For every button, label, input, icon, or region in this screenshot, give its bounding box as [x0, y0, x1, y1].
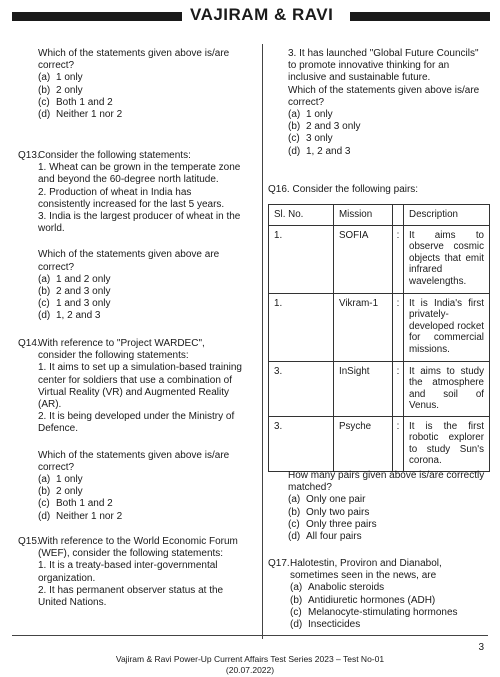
option: (d) Insecticides	[290, 619, 361, 631]
pairs-table	[268, 204, 490, 472]
option: (c) Both 1 and 2	[38, 498, 113, 510]
q15-stem: Which of the statements given above is/are correct?	[288, 84, 480, 108]
option: (b) 2 and 3 only	[38, 286, 111, 298]
q13-label: Q13.	[18, 150, 40, 161]
q12-tail	[38, 48, 243, 121]
option: (c) Melanocyte-stimulating hormones	[290, 606, 458, 618]
q12-stem: Which of the statements given above is/are correct?	[38, 48, 230, 72]
option: (a) Anabolic steroids	[290, 582, 385, 594]
option: (c) 3 only	[288, 133, 333, 145]
q16-label: Q16.	[268, 184, 290, 195]
table-row	[269, 361, 490, 416]
table-cell: SOFIA	[334, 225, 393, 293]
table-header: Sl. No.	[269, 205, 334, 226]
q13-intro: Consider the following statements:	[38, 150, 191, 161]
q17-label: Q17.	[268, 558, 290, 569]
option: (b) Antidiuretic hormones (ADH)	[290, 594, 436, 606]
table-cell-separator: :	[393, 225, 404, 293]
q15-statement: 3. It has launched "Global Future Councils" to promote innovative thinking for an inclusive and sustainable future.	[288, 48, 479, 84]
q16-heading	[268, 184, 488, 196]
q15-tail	[288, 48, 488, 158]
table-header-separator	[393, 205, 404, 226]
option: (a) 1 only	[38, 474, 83, 486]
q13-statement: 2. Production of wheat in India has consistently increased for the last 5 years.	[38, 186, 225, 210]
table-cell: InSight	[334, 361, 393, 416]
q15-statement: 2. It has permanent observer status at the United Nations.	[38, 584, 224, 609]
q16-stem: How many pairs given above is/are correctly matched?	[288, 470, 485, 494]
header-bar-left	[12, 12, 182, 21]
page-number: 3	[478, 642, 484, 653]
header-title: VAJIRAM & RAVI	[190, 5, 334, 24]
q13	[38, 150, 243, 323]
footer-line1: Vajiram & Ravi Power-Up Current Affairs Test Series 2023 – Test No-01	[115, 654, 385, 664]
q14-statement: 1. It aims to set up a simulation-based training center for soldiers that use a combination of Virtual Reality (VR) and Augmented Reality (AR).	[38, 362, 242, 411]
table-row	[269, 293, 490, 361]
table-cell: 3.	[269, 416, 334, 471]
header-bar-right	[350, 12, 490, 21]
table-cell: It aims to study the atmosphere and soil of Venus.	[404, 361, 490, 416]
option: (d) Neither 1 nor 2	[38, 510, 123, 522]
option: (c) 1 and 3 only	[38, 298, 111, 310]
q14-intro: With reference to "Project WARDEC", consider the following statements:	[38, 338, 205, 362]
q13-statement: 3. India is the largest producer of wheat in the world.	[38, 211, 241, 235]
option: (d) 1, 2 and 3	[38, 310, 101, 322]
table-header: Description	[404, 205, 490, 226]
table-cell: Vikram-1	[334, 293, 393, 361]
table-cell-separator: :	[393, 361, 404, 416]
q17-intro: Halotestin, Proviron and Dianabol, sometimes seen in the news, are	[290, 558, 442, 582]
q14	[38, 338, 243, 523]
q16-intro: Consider the following pairs:	[292, 184, 419, 195]
option: (a) 1 only	[38, 72, 83, 84]
option: (b) 2 and 3 only	[288, 121, 361, 133]
footer-line2: (20.07.2022)	[225, 665, 275, 675]
q13-statement: 1. Wheat can be grown in the temperate zone and beyond the 60-degree north latitude.	[38, 162, 241, 186]
option: (c) Only three pairs	[288, 518, 377, 530]
option: (a) 1 and 2 only	[38, 273, 111, 285]
table-header: Mission	[334, 205, 393, 226]
q15-label: Q15.	[18, 536, 40, 547]
q16-question	[288, 470, 488, 543]
option: (a) Only one pair	[288, 494, 366, 506]
q15-intro: With reference to the World Economic Forum (WEF), consider the following statements:	[38, 536, 238, 560]
option: (d) All four pairs	[288, 531, 362, 543]
option: (b) 2 only	[38, 84, 83, 96]
option: (b) 2 only	[38, 486, 83, 498]
option: (d) 1, 2 and 3	[288, 145, 351, 157]
table-row	[269, 225, 490, 293]
q14-statement: 2. It is being developed under the Ministry of Defence.	[38, 411, 235, 435]
table-cell: Psyche	[334, 416, 393, 471]
column-divider	[262, 44, 263, 639]
q14-label: Q14.	[18, 338, 40, 349]
option: (c) Both 1 and 2	[38, 96, 113, 108]
option: (b) Only two pairs	[288, 506, 370, 518]
option: (d) Neither 1 nor 2	[38, 109, 123, 121]
option: (a) 1 only	[288, 109, 333, 121]
table-cell: 3.	[269, 361, 334, 416]
table-cell: It aims to observe cosmic objects that emit infrared wavelengths.	[404, 225, 490, 293]
table-cell: It is India's first privately-developed rocket for commercial missions.	[404, 293, 490, 361]
table-cell: 1.	[269, 225, 334, 293]
q17	[290, 558, 488, 631]
q13-stem: Which of the statements given above are correct?	[38, 249, 220, 273]
table-row	[269, 416, 490, 471]
table-cell: It is the first robotic explorer to study Sun's corona.	[404, 416, 490, 471]
q15-statement: 1. It is a treaty-based inter-governmental organization.	[38, 560, 218, 584]
footer-rule	[12, 635, 488, 636]
pairs-table-wrap	[268, 204, 490, 472]
table-cell-separator: :	[393, 293, 404, 361]
table-cell: 1.	[269, 293, 334, 361]
table-cell-separator: :	[393, 416, 404, 471]
q14-stem: Which of the statements given above is/are correct?	[38, 449, 230, 473]
table-header-row	[269, 205, 490, 226]
q15	[38, 536, 243, 609]
